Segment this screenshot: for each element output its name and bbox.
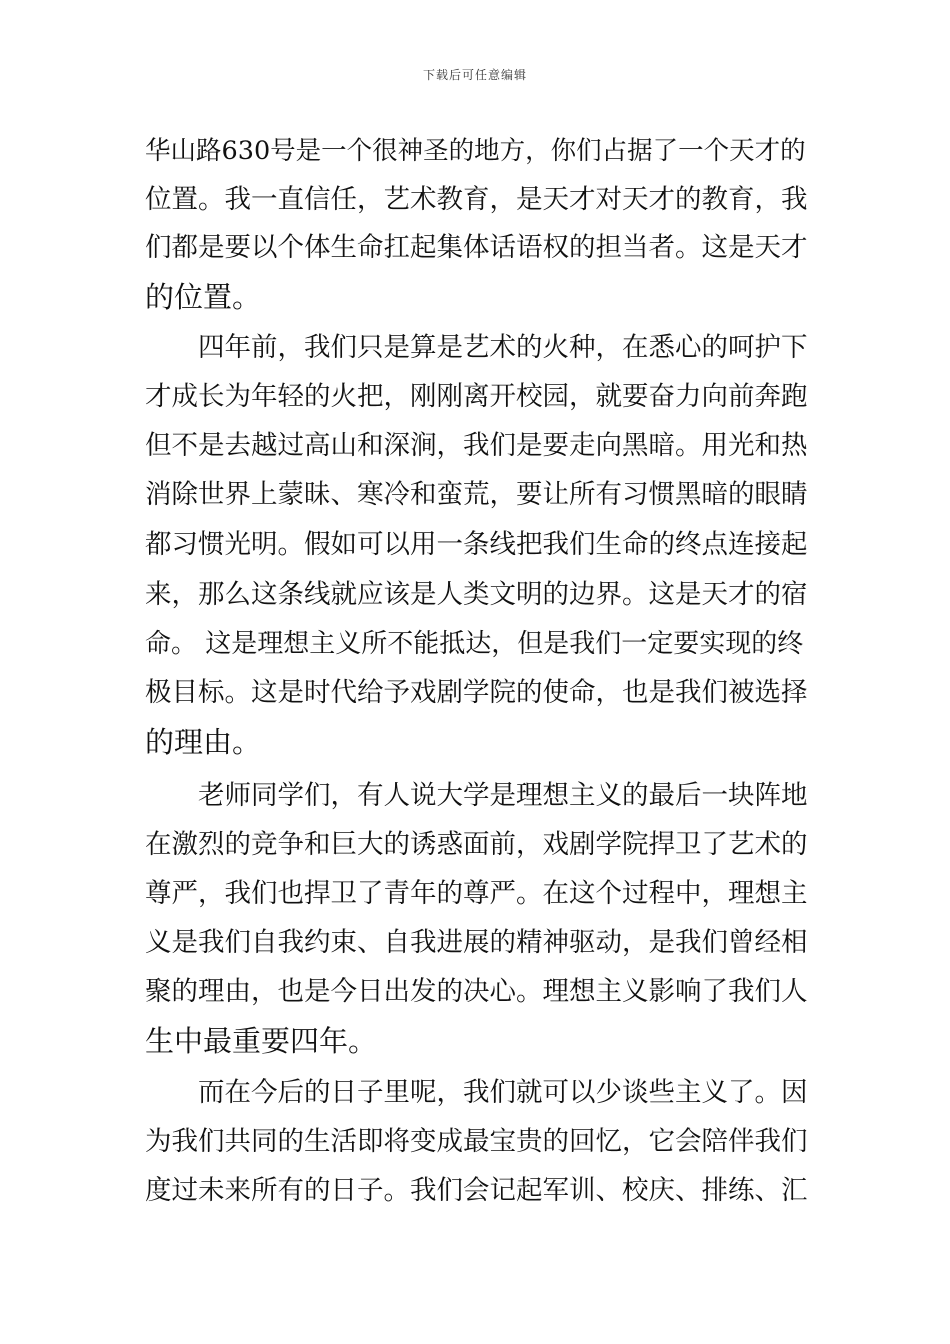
text-line: 华山路630号是一个很神圣的地方，你们占据了一个天才的	[145, 136, 806, 166]
text-line: 来，那么这条线就应该是人类文明的边界。这是天才的宿	[145, 579, 808, 610]
text-line: 在激烈的竞争和巨大的诱惑面前，戏剧学院捍卫了艺术的	[145, 829, 808, 860]
text-line: 的理由。	[145, 725, 262, 759]
text-line: 消除世界上蒙昧、寒冷和蛮荒，要让所有习惯黑暗的眼睛	[145, 479, 808, 510]
text-line: 四年前，我们只是算是艺术的火种，在悉心的呵护下	[145, 332, 808, 363]
text-line: 都习惯光明。假如可以用一条线把我们生命的终点连接起	[145, 529, 808, 560]
text-line: 的位置。	[145, 280, 262, 314]
text-line: 生中最重要四年。	[145, 1024, 378, 1058]
text-line: 度过未来所有的日子。我们会记起军训、校庆、排练、汇	[145, 1175, 808, 1206]
text-line: 命。 这是理想主义所不能抵达，但是我们一定要实现的终	[145, 629, 804, 659]
text-line: 极目标。这是时代给予戏剧学院的使命，也是我们被选择	[145, 677, 808, 708]
page-header: 下载后可任意编辑	[422, 68, 527, 82]
text-line: 义是我们自我约束、自我进展的精神驱动，是我们曾经相	[145, 927, 808, 958]
text-line: 但不是去越过高山和深涧，我们是要走向黑暗。用光和热	[145, 430, 808, 461]
text-line: 而在今后的日子里呢，我们就可以少谈些主义了。因	[145, 1077, 808, 1108]
text-line: 为我们共同的生活即将变成最宝贵的回忆，它会陪伴我们	[145, 1126, 808, 1157]
text-line: 位置。我一直信任，艺术教育，是天才对天才的教育，我	[145, 184, 808, 215]
text-line: 们都是要以个体生命扛起集体话语权的担当者。这是天才	[145, 232, 808, 263]
text-line: 老师同学们，有人说大学是理想主义的最后一块阵地	[145, 780, 808, 811]
text-line: 才成长为年轻的火把，刚刚离开校园，就要奋力向前奔跑	[145, 381, 808, 412]
text-line: 聚的理由，也是今日出发的决心。理想主义影响了我们人	[145, 976, 808, 1007]
text-line: 尊严，我们也捍卫了青年的尊严。在这个过程中，理想主	[145, 878, 808, 909]
